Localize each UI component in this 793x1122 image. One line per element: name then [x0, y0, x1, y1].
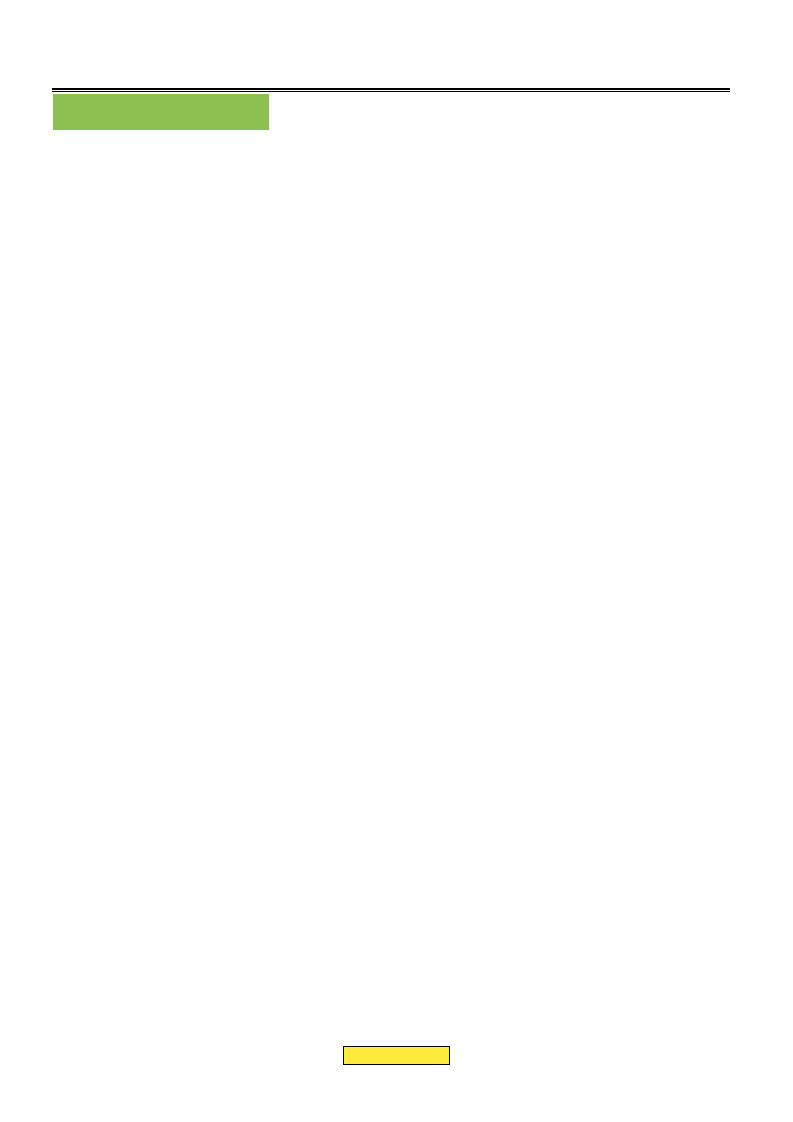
page-indicator	[343, 1046, 450, 1065]
section-heading	[53, 94, 269, 130]
title-underline	[52, 88, 730, 92]
